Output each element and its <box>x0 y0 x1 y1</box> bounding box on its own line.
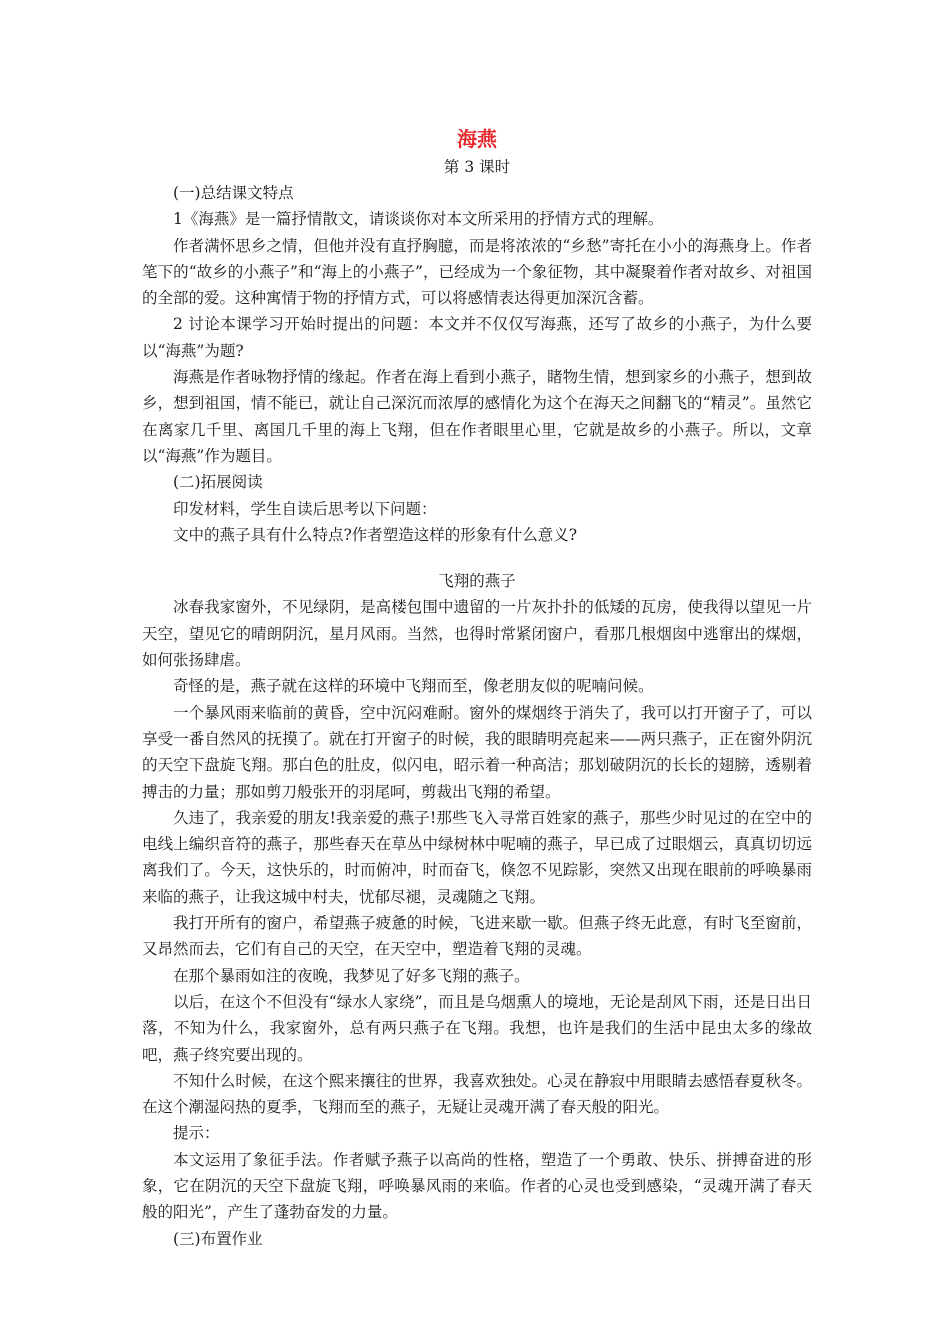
section1-question-1: 1《海燕》是一篇抒情散文，请谈谈你对本文所采用的抒情方式的理解。 <box>173 210 664 229</box>
section1-question-2: 2 讨论本课学习开始时提出的问题：本文并不仅仅写海燕，还写了故乡的小燕子，为什么要以“海燕”为题? <box>142 315 812 360</box>
article-paragraph: 久违了，我亲爱的朋友!我亲爱的燕子!那些飞入寻常百姓家的燕子，那些少时见过的在空中的电线上编织音符的燕子，那些春天在草丛中绿树林中呢喃的燕子，早已成了过眼烟云，真真切切远离我们了。今天，这快乐的，时而俯冲，时而奋飞，倏忽不见踪影，突然又出现在眼前的呼唤暴雨来临的燕子，让我这城中村夫，忧郁尽褪，灵魂随之飞翔。 <box>142 808 812 906</box>
section3-heading: (三)布置作业 <box>173 1229 263 1248</box>
article-paragraph: 以后，在这个不但没有“绿水人家绕”，而且是乌烟熏人的境地，无论是刮风下雨，还是日出日落，不知为什么，我家窗外，总有两只燕子在飞翔。我想，也许是我们的生活中昆虫太多的缘故吧，燕子终究要出现的。 <box>142 992 812 1064</box>
lesson-subtitle: 第 3 课时 <box>443 158 511 176</box>
page-title: 海燕 <box>457 127 497 151</box>
article-paragraph: 冰春我家窗外，不见绿阴，是高楼包围中遗留的一片灰扑扑的低矮的瓦房，使我得以望见一片天空，望见它的晴朗阴沉，星月风雨。当然，也得时常紧闭窗户，看那几根烟囱中逃窜出的煤烟，如何张扬肆虐。 <box>142 598 812 670</box>
section1-answer-2: 海燕是作者咏物抒情的缘起。作者在海上看到小燕子，睹物生情，想到家乡的小燕子，想到故乡，想到祖国，情不能已，就让自己深沉而浓厚的感情化为这个在海天之间翻飞的“精灵”。虽然它在离家几千里、离国几千里的海上飞翔，但在作者眼里心里，它就是故乡的小燕子。所以，文章以“海燕”作为题目。 <box>142 368 812 465</box>
article-paragraph: 奇怪的是，燕子就在这样的环境中飞翔而至，像老朋友似的呢喃问候。 <box>173 677 654 696</box>
section2-heading: (二)拓展阅读 <box>173 473 263 492</box>
article-title: 飞翔的燕子 <box>438 572 516 591</box>
article-paragraph: 我打开所有的窗户，希望燕子疲惫的时候，飞进来歇一歇。但燕子终无此意，有时飞至窗前，又昂然而去，它们有自己的天空，在天空中，塑造着飞翔的灵魂。 <box>142 914 812 959</box>
article-paragraph: 在那个暴雨如注的夜晚，我梦见了好多飞翔的燕子。 <box>173 966 530 985</box>
article-paragraph: 不知什么时候，在这个熙来攘往的世界，我喜欢独处。心灵在静寂中用眼睛去感悟春夏秋冬。在这个潮湿闷热的夏季，飞翔而至的燕子，无疑让灵魂开满了春天般的阳光。 <box>142 1071 812 1117</box>
document-content <box>142 124 812 1252</box>
section2-question: 文中的燕子具有什么特点?作者塑造这样的形象有什么意义? <box>173 525 578 544</box>
hint-label: 提示： <box>173 1124 220 1143</box>
section1-heading: (一)总结课文特点 <box>173 184 294 202</box>
section2-intro: 印发材料，学生自读后思考以下问题： <box>173 499 437 518</box>
spacer <box>142 548 812 568</box>
section1-answer-1: 作者满怀思乡之情，但他并没有直抒胸臆，而是将浓浓的“乡愁”寄托在小小的海燕身上。作者笔下的“故乡的小燕子”和“海上的小燕子”，已经成为一个象征物，其中凝聚着作者对故乡、对祖国的全部的爱。这种寓情于物的抒情方式，可以将感情表达得更加深沉含蓄。 <box>142 236 812 308</box>
hint-text: 本文运用了象征手法。作者赋予燕子以高尚的性格，塑造了一个勇敢、快乐、拼搏奋进的形象，它在阴沉的天空下盘旋飞翔，呼唤暴风雨的来临。作者的心灵也受到感染，“灵魂开满了春天般的阳光”，产生了蓬勃奋发的力量。 <box>142 1150 812 1222</box>
article-paragraph: 一个暴风雨来临前的黄昏，空中沉闷难耐。窗外的煤烟终于消失了，我可以打开窗子了，可以享受一番自然风的抚摸了。就在打开窗子的时候，我的眼睛明亮起来——两只燕子，正在窗外阴沉的天空下盘旋飞翔。那白色的肚皮，似闪电，昭示着一种高洁；那划破阴沉的长长的翅膀，透剔着搏击的力量；那如剪刀般张开的羽尾呵，剪裁出飞翔的希望。 <box>142 703 812 801</box>
